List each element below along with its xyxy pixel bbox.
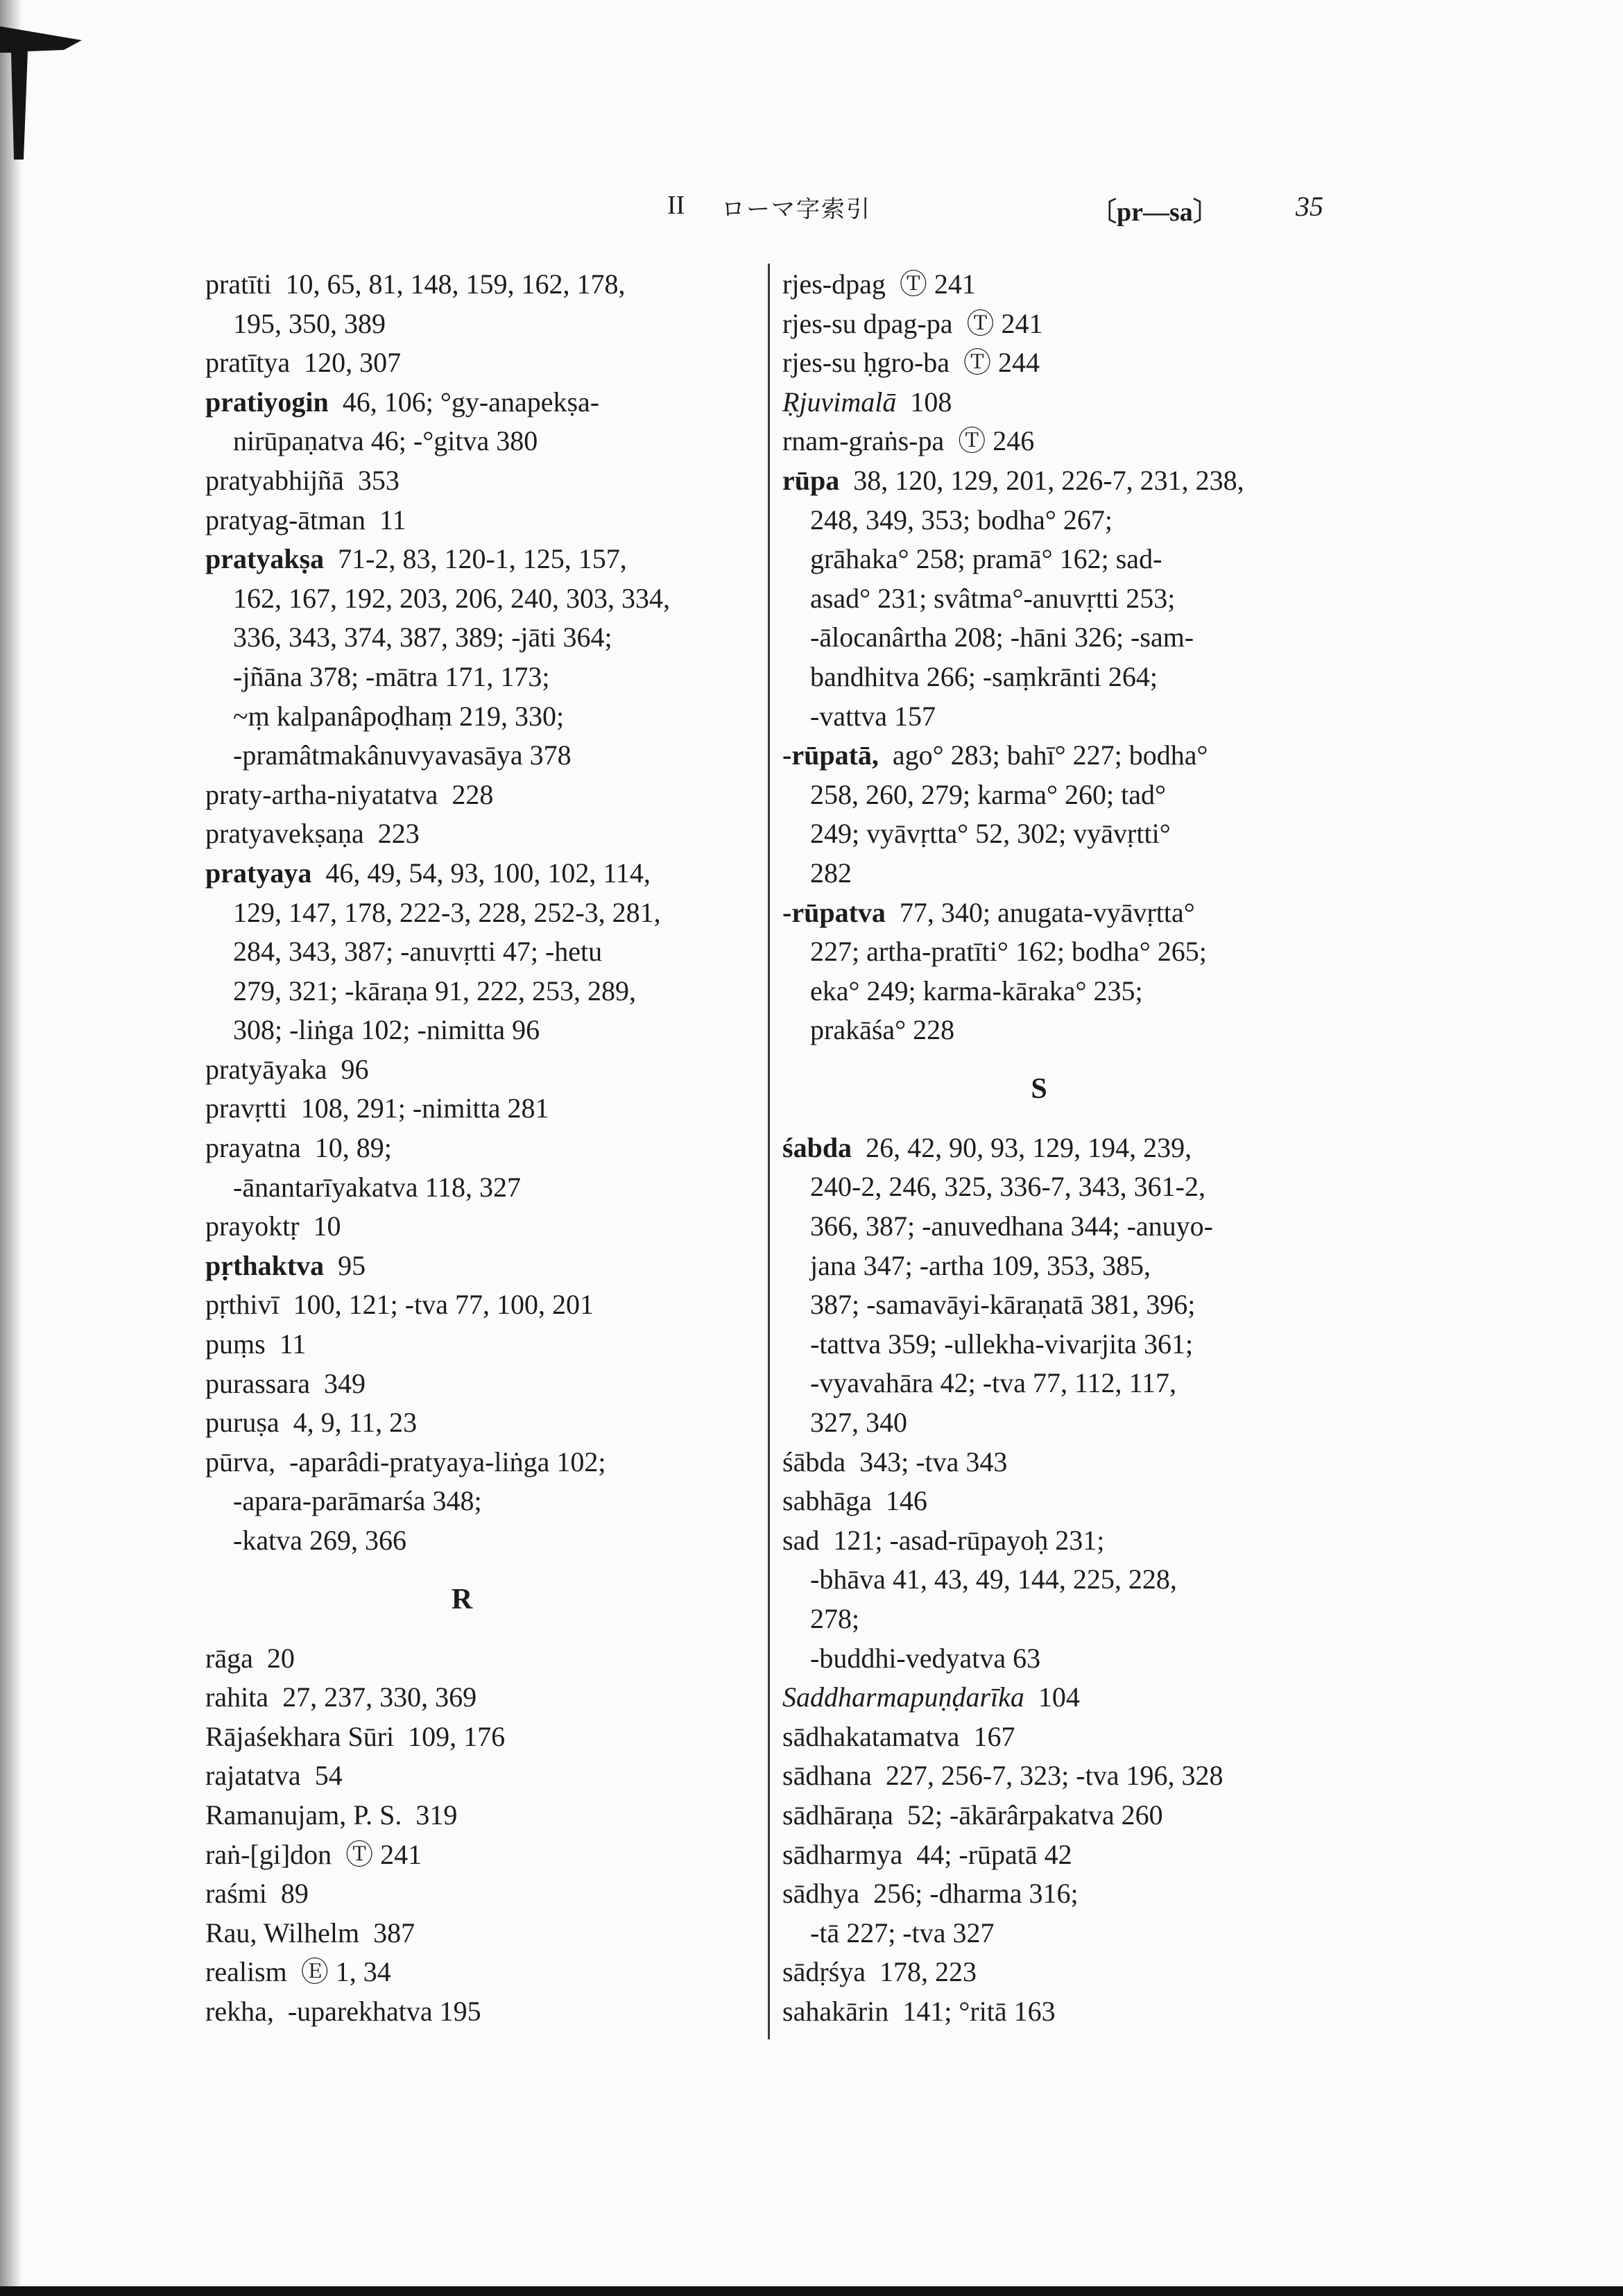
entry-range: 〔pr—sa〕 xyxy=(1090,198,1219,227)
index-entry xyxy=(205,343,760,383)
entry-headword: raśmi xyxy=(205,1878,267,1910)
entry-first-line xyxy=(205,1246,760,1286)
entry-headword: pratyāyaka xyxy=(205,1053,327,1085)
index-entry xyxy=(782,1717,1337,1757)
index-entry xyxy=(205,1953,760,1992)
entry-continuation-line: -ānantarīyakatva 118, 327 xyxy=(233,1171,522,1203)
entry-references: 20 xyxy=(266,1642,295,1674)
entry-references: 46, 106; °gy-anapekṣa- xyxy=(342,386,600,418)
entry-headword: pṛthivī xyxy=(205,1289,280,1321)
index-column-right xyxy=(782,265,1337,2032)
entry-references: 38, 120, 129, 201, 226-7, 231, 238, xyxy=(853,464,1244,496)
entry-continuation-line: 129, 147, 178, 222-3, 228, 252-3, 281, xyxy=(233,896,661,928)
entry-references: 256; -dharma 316; xyxy=(873,1878,1079,1910)
index-entry xyxy=(205,1050,760,1090)
running-header xyxy=(0,190,1623,232)
index-entry xyxy=(205,265,760,343)
entry-continuation-line: 387; -samavāyi-kāraṇatā 381, 396; xyxy=(810,1289,1196,1321)
entry-headword: rjes-dpag xyxy=(782,268,886,300)
entry-first-line xyxy=(205,1639,760,1679)
entry-references: Ⓣ 246 xyxy=(958,425,1035,457)
entry-headword: rnam-graṅs-pa xyxy=(782,425,945,457)
entry-headword: rjes-su dpag-pa xyxy=(782,307,953,339)
entry-headword: sahakārin xyxy=(782,1995,889,2027)
entry-first-line xyxy=(205,1403,760,1443)
index-entry xyxy=(205,1992,760,2032)
entry-headword: sabhāga xyxy=(782,1485,872,1517)
entry-first-line xyxy=(205,343,760,383)
entry-references: 10, 89; xyxy=(314,1132,392,1164)
entry-references: 353 xyxy=(357,464,400,496)
entry-first-line xyxy=(205,1325,760,1364)
entry-headword: śabda xyxy=(782,1131,852,1163)
entry-first-line xyxy=(205,540,760,579)
entry-first-line xyxy=(205,1129,760,1168)
entry-first-line xyxy=(205,265,760,305)
entry-headword: rahita xyxy=(205,1681,269,1713)
index-entry xyxy=(205,1914,760,1953)
entry-headword: pratyag-ātman xyxy=(205,504,366,536)
entry-first-line xyxy=(205,1874,760,1914)
entry-headword: rāga xyxy=(205,1642,253,1674)
entry-continuation-line: jana 347; -artha 109, 353, 385, xyxy=(810,1249,1151,1281)
entry-headword: sādhya xyxy=(782,1878,860,1910)
entry-first-line xyxy=(782,422,1337,461)
entry-headword: Rau, Wilhelm xyxy=(205,1917,360,1948)
entry-continuation-line: grāhaka° 258; pramā° 162; sad- xyxy=(810,543,1162,575)
entry-references: Ⓣ 241 xyxy=(345,1838,422,1870)
index-entry xyxy=(205,776,760,815)
entry-continuation-line: prakāśa° 228 xyxy=(810,1014,955,1046)
entry-headword: Ṛjuvimalā xyxy=(782,386,897,418)
entry-headword: śābda xyxy=(782,1446,846,1477)
index-entry xyxy=(782,1953,1337,1992)
entry-first-line xyxy=(205,1050,760,1090)
entry-continuation-line: 240-2, 246, 325, 336-7, 343, 361-2, xyxy=(810,1171,1205,1203)
entry-first-line xyxy=(782,893,1337,933)
entry-references: 10 xyxy=(313,1210,341,1242)
entry-references: 178, 223 xyxy=(879,1956,977,1988)
entry-headword: rajatatva xyxy=(205,1760,301,1792)
entry-references: 108, 291; -nimitta 281 xyxy=(300,1093,549,1124)
entry-headword: pūrva, xyxy=(205,1446,276,1477)
entry-headword: realism xyxy=(205,1956,287,1988)
entry-first-line xyxy=(205,383,760,422)
entry-references: 387 xyxy=(373,1917,415,1948)
entry-references: 27, 237, 330, 369 xyxy=(282,1681,477,1713)
entry-references: 349 xyxy=(324,1367,366,1399)
index-entry xyxy=(782,422,1337,461)
section-title: ローマ字索引 xyxy=(721,196,871,223)
entry-first-line xyxy=(782,461,1337,501)
entry-headword: rekha, xyxy=(205,1995,274,2027)
entry-references: 95 xyxy=(338,1249,366,1281)
entry-headword: pratiyogin xyxy=(205,386,329,418)
page-edge-shadow xyxy=(0,0,22,2296)
entry-first-line xyxy=(782,1835,1337,1875)
entry-continuation-line: -tattva 359; -ullekha-vivarjita 361; xyxy=(810,1328,1194,1360)
entry-continuation-line: -jñāna 378; -mātra 171, 173; xyxy=(233,660,550,692)
entry-continuation-line: bandhitva 266; -saṃkrānti 264; xyxy=(810,660,1158,692)
entry-first-line xyxy=(782,1443,1337,1482)
entry-references: -uparekhatva 195 xyxy=(287,1995,481,2027)
entry-continuation-line: 258, 260, 279; karma° 260; tad° xyxy=(810,778,1167,810)
entry-references: 227, 256-7, 323; -tva 196, 328 xyxy=(885,1760,1223,1792)
entry-references: 96 xyxy=(341,1053,369,1085)
index-entry xyxy=(782,1835,1337,1875)
entry-first-line xyxy=(782,736,1337,776)
index-entry xyxy=(782,305,1337,344)
binding-corner-mark xyxy=(0,21,83,160)
entry-headword: pratyavekṣaṇa xyxy=(205,818,364,850)
index-entry xyxy=(782,265,1337,305)
index-entry xyxy=(782,1443,1337,1482)
entry-continuation-line: 278; xyxy=(810,1603,860,1634)
entry-headword: prayatna xyxy=(205,1132,301,1164)
entry-first-line xyxy=(205,1953,760,1992)
index-entry xyxy=(205,1835,760,1875)
entry-first-line xyxy=(205,1285,760,1325)
entry-headword: pratyaya xyxy=(205,857,312,889)
index-entry xyxy=(782,1874,1337,1953)
entry-references: 343; -tva 343 xyxy=(859,1446,1008,1477)
entry-continuation-line: 284, 343, 387; -anuvṛtti 47; -hetu xyxy=(233,936,603,968)
entry-headword: pratītya xyxy=(205,347,291,379)
entry-headword: sādhakatamatva xyxy=(782,1720,960,1752)
index-entry xyxy=(205,1129,760,1207)
entry-continuation-line: 227; artha-pratīti° 162; bodha° 265; xyxy=(810,936,1207,968)
entry-continuation-line: 279, 321; -kāraṇa 91, 222, 253, 289, xyxy=(233,975,637,1006)
entry-references: 52; -ākārârpakatva 260 xyxy=(907,1799,1163,1831)
entry-references: Ⓔ 1, 34 xyxy=(300,1956,391,1988)
entry-references: 11 xyxy=(379,504,406,536)
entry-continuation-line: 282 xyxy=(810,857,852,889)
entry-references: 109, 176 xyxy=(408,1720,506,1752)
entry-first-line xyxy=(205,1835,760,1875)
entry-continuation-line: 308; -liṅga 102; -nimitta 96 xyxy=(233,1014,540,1046)
entry-continuation-line: -apara-parāmarśa 348; xyxy=(233,1485,482,1517)
entry-references: 223 xyxy=(377,818,420,850)
entry-first-line xyxy=(782,1953,1337,1992)
entry-references: 4, 9, 11, 23 xyxy=(293,1407,418,1439)
index-entry xyxy=(205,814,760,854)
entry-continuation-line: -tā 227; -tva 327 xyxy=(810,1917,995,1948)
index-entry xyxy=(205,1678,760,1717)
entry-continuation-line: nirūpaṇatva 46; -°gitva 380 xyxy=(233,425,538,457)
entry-continuation-line: 249; vyāvṛtta° 52, 302; vyāvṛtti° xyxy=(810,818,1171,850)
entry-references: 108 xyxy=(910,386,952,418)
entry-continuation-line: eka° 249; karma-kāraka° 235; xyxy=(810,975,1143,1006)
entry-first-line xyxy=(782,1717,1337,1757)
entry-first-line xyxy=(782,343,1337,383)
entry-headword: purassara xyxy=(205,1367,311,1399)
entry-references: Ⓣ 241 xyxy=(966,307,1043,339)
entry-first-line xyxy=(782,1874,1337,1914)
index-entry xyxy=(782,1678,1337,1717)
entry-continuation-line: -pramâtmakânuvyavasāya 378 xyxy=(233,739,572,771)
entry-continuation-line: -ālocanârtha 208; -hāni 326; -sam- xyxy=(810,622,1194,653)
entry-headword: pratyabhijñā xyxy=(205,464,344,496)
entry-headword: raṅ-[gi]don xyxy=(205,1838,332,1870)
entry-headword: -rūpatva xyxy=(782,896,886,928)
entry-continuation-line: -buddhi-vedyatva 63 xyxy=(810,1642,1041,1674)
entry-first-line xyxy=(782,1521,1337,1561)
section-number: II xyxy=(667,191,685,220)
entry-references: 120, 307 xyxy=(304,347,402,379)
index-entry xyxy=(782,1796,1337,1835)
index-entry xyxy=(205,1756,760,1796)
section-letter: S xyxy=(1031,1073,1047,1106)
index-entry xyxy=(205,540,760,776)
entry-headword: pṛthaktva xyxy=(205,1249,325,1281)
index-entry xyxy=(782,1129,1337,1443)
entry-first-line xyxy=(782,1992,1337,2032)
entry-first-line xyxy=(782,265,1337,305)
entry-first-line xyxy=(205,1992,760,2032)
index-entry xyxy=(205,1089,760,1129)
entry-first-line xyxy=(205,1364,760,1404)
entry-headword: puṃs xyxy=(205,1328,266,1360)
index-entry xyxy=(782,343,1337,383)
column-divider xyxy=(768,264,770,2039)
entry-headword: rūpa xyxy=(782,464,840,496)
entry-first-line xyxy=(205,1914,760,1953)
entry-references: ago° 283; bahī° 227; bodha° xyxy=(892,739,1208,771)
entry-continuation-line: asad° 231; svâtma°-anuvṛtti 253; xyxy=(810,582,1176,614)
entry-continuation-line: -bhāva 41, 43, 49, 144, 225, 228, xyxy=(810,1563,1177,1595)
entry-continuation-line: -vattva 157 xyxy=(810,700,936,732)
entry-references: 54 xyxy=(314,1760,343,1792)
entry-first-line xyxy=(782,305,1337,344)
index-entry xyxy=(205,461,760,501)
entry-continuation-line: -vyavahāra 42; -tva 77, 112, 117, xyxy=(810,1367,1176,1399)
entry-first-line xyxy=(782,1756,1337,1796)
index-entry xyxy=(782,1992,1337,2032)
index-entry xyxy=(205,1796,760,1835)
entry-headword: puruṣa xyxy=(205,1407,280,1439)
entry-continuation-line: ~ṃ kalpanâpoḍhaṃ 219, 330; xyxy=(233,700,565,732)
entry-references: Ⓣ 244 xyxy=(963,347,1040,379)
page-number: 35 xyxy=(1296,191,1323,222)
entry-first-line xyxy=(205,1717,760,1757)
entry-first-line xyxy=(205,1443,760,1482)
entry-headword: Rājaśekhara Sūri xyxy=(205,1720,395,1752)
entry-first-line xyxy=(205,501,760,540)
entry-references: 141; °ritā 163 xyxy=(902,1995,1056,2027)
entry-headword: sad xyxy=(782,1524,820,1556)
entry-continuation-line: 248, 349, 353; bodha° 267; xyxy=(810,504,1113,536)
entry-references: 167 xyxy=(973,1720,1015,1752)
entry-headword: pravṛtti xyxy=(205,1093,287,1124)
entry-headword: sādharmya xyxy=(782,1838,903,1870)
entry-references: 44; -rūpatā 42 xyxy=(916,1838,1072,1870)
entry-references: Ⓣ 241 xyxy=(899,268,976,300)
entry-continuation-line: -katva 269, 366 xyxy=(233,1525,406,1556)
scan-bottom-edge xyxy=(0,2286,1623,2296)
entry-first-line xyxy=(205,1678,760,1717)
entry-first-line xyxy=(205,1756,760,1796)
index-column-left xyxy=(205,265,760,2032)
entry-references: 100, 121; -tva 77, 100, 201 xyxy=(293,1289,594,1321)
entry-headword: Saddharmapuṇḍarīka xyxy=(782,1681,1024,1713)
entry-first-line xyxy=(782,1482,1337,1521)
index-entry xyxy=(205,383,760,461)
index-entry xyxy=(205,501,760,540)
index-entry xyxy=(205,1207,760,1246)
entry-first-line xyxy=(205,776,760,815)
entry-continuation-line: 162, 167, 192, 203, 206, 240, 303, 334, xyxy=(233,582,670,614)
entry-references: 26, 42, 90, 93, 129, 194, 239, xyxy=(866,1131,1192,1163)
index-entry xyxy=(782,1482,1337,1521)
entry-first-line xyxy=(205,814,760,854)
entry-references: 146 xyxy=(885,1485,927,1517)
entry-first-line xyxy=(205,1796,760,1835)
entry-references: 319 xyxy=(415,1799,458,1831)
entry-references: 121; -asad-rūpayoḥ 231; xyxy=(833,1524,1105,1556)
entry-references: 77, 340; anugata-vyāvṛtta° xyxy=(899,896,1195,928)
index-entry xyxy=(205,1246,760,1286)
entry-references: 228 xyxy=(452,778,494,810)
entry-headword: rjes-su ḥgro-ba xyxy=(782,347,950,379)
entry-first-line xyxy=(205,854,760,893)
index-entry xyxy=(205,1403,760,1443)
entry-headword: prayoktṛ xyxy=(205,1210,300,1242)
entry-references: 11 xyxy=(279,1328,307,1360)
entry-continuation-line: 336, 343, 374, 387, 389; -jāti 364; xyxy=(233,622,612,653)
entry-headword: sādhana xyxy=(782,1760,872,1792)
entry-headword: praty-artha-niyatatva xyxy=(205,778,438,810)
entry-first-line xyxy=(205,1207,760,1246)
entry-references: 104 xyxy=(1038,1681,1080,1713)
index-entry xyxy=(782,1521,1337,1678)
entry-headword: pratyakṣa xyxy=(205,543,325,575)
entry-continuation-line: 327, 340 xyxy=(810,1407,907,1439)
entry-references: 89 xyxy=(280,1878,309,1910)
entry-first-line xyxy=(782,1129,1337,1168)
entry-headword: -rūpatā, xyxy=(782,739,879,771)
section-letter: R xyxy=(451,1583,473,1616)
index-entry xyxy=(205,1443,760,1561)
entry-first-line xyxy=(205,461,760,501)
entry-references: 71-2, 83, 120-1, 125, 157, xyxy=(338,543,627,575)
entry-references: 46, 49, 54, 93, 100, 102, 114, xyxy=(325,857,651,889)
index-entry xyxy=(782,383,1337,422)
entry-first-line xyxy=(782,1678,1337,1717)
index-entry xyxy=(782,461,1337,736)
entry-continuation-line: 195, 350, 389 xyxy=(233,307,386,339)
index-entry xyxy=(205,1639,760,1679)
index-entry xyxy=(205,1364,760,1404)
index-entry xyxy=(205,1874,760,1914)
entry-headword: pratīti xyxy=(205,268,272,300)
index-entry xyxy=(205,854,760,1050)
index-entry xyxy=(782,1756,1337,1796)
entry-headword: sādṛśya xyxy=(782,1956,866,1988)
index-entry xyxy=(782,893,1337,1050)
entry-headword: sādhāraṇa xyxy=(782,1799,893,1831)
entry-continuation-line: 366, 387; -anuvedhana 344; -anuyo- xyxy=(810,1210,1213,1242)
entry-first-line xyxy=(205,1089,760,1129)
entry-first-line xyxy=(782,1796,1337,1835)
entry-references: 10, 65, 81, 148, 159, 162, 178, xyxy=(285,268,626,300)
index-entry xyxy=(782,736,1337,893)
entry-first-line xyxy=(782,383,1337,422)
entry-headword: Ramanujam, P. S. xyxy=(205,1799,402,1831)
index-entry xyxy=(205,1717,760,1757)
index-entry xyxy=(205,1285,760,1325)
entry-references: -aparâdi-pratyaya-liṅga 102; xyxy=(289,1446,606,1477)
index-entry xyxy=(205,1325,760,1364)
